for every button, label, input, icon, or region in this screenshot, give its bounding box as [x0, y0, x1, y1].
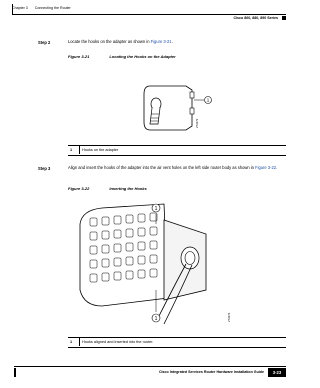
header-square: [282, 16, 286, 20]
figure-3-21-art-id: 273373: [195, 118, 199, 128]
figure-3-22-art-id: 273374: [227, 312, 231, 322]
legend-rule-bottom: [68, 155, 286, 156]
guide-title: Cisco Integrated Services Router Hardware Installation Guide: [158, 370, 264, 374]
footer-mark: [14, 368, 16, 377]
figure-3-22-caption: [68, 186, 147, 191]
inserting-hooks-illustration: [72, 194, 242, 330]
step-3-label: Step 3: [38, 166, 51, 171]
footer-rule: [14, 366, 286, 367]
running-header: [12, 6, 77, 10]
figure-3-21-link[interactable]: Figure 3-21: [150, 39, 172, 44]
figure-3-22-link[interactable]: Figure 3-22: [255, 165, 277, 170]
figure-3-22-callout-top: 1: [154, 205, 158, 212]
figure-number: Figure 3-21: [68, 54, 90, 59]
legend-rule-top: [68, 337, 286, 338]
figure-title: Locating the Hooks on the Adapter: [109, 54, 176, 59]
step-2-text: Locate the hooks on the adapter as shown in Figure 3-21.: [68, 39, 173, 44]
chapter-title: Connecting the Router: [34, 6, 71, 10]
legend-divider: [79, 146, 80, 154]
step-2-label: Step 2: [38, 40, 51, 45]
figure-title: Inserting the Hooks: [109, 186, 147, 191]
header-rule: [12, 14, 286, 15]
legend-divider: [79, 338, 80, 346]
legend-text: Hooks aligned and inserted into the router.: [82, 340, 154, 344]
legend-rule-bottom: [68, 347, 286, 348]
legend-number: 1: [70, 148, 73, 152]
figure-3-21-caption: [68, 54, 176, 59]
legend-text: Hooks on the adapter: [82, 148, 119, 152]
step-3-text: Align and insert the hooks of the adapter into the air vent holes on the left side router body as shown in Figure 3-22.: [68, 165, 278, 170]
figure-number: Figure 3-22: [68, 186, 90, 191]
figure-3-22-callout-bottom: 1: [154, 315, 158, 322]
legend-number: 1: [70, 340, 73, 344]
adapter-hooks-illustration: [130, 78, 230, 138]
legend-rule-top: [68, 145, 286, 146]
figure-3-21-callout: 1: [206, 97, 210, 103]
series-title: Cisco 860, 880, 890 Series: [233, 16, 278, 20]
page-number: 3-23: [268, 368, 286, 377]
chapter-label: Chapter 3: [12, 6, 28, 10]
